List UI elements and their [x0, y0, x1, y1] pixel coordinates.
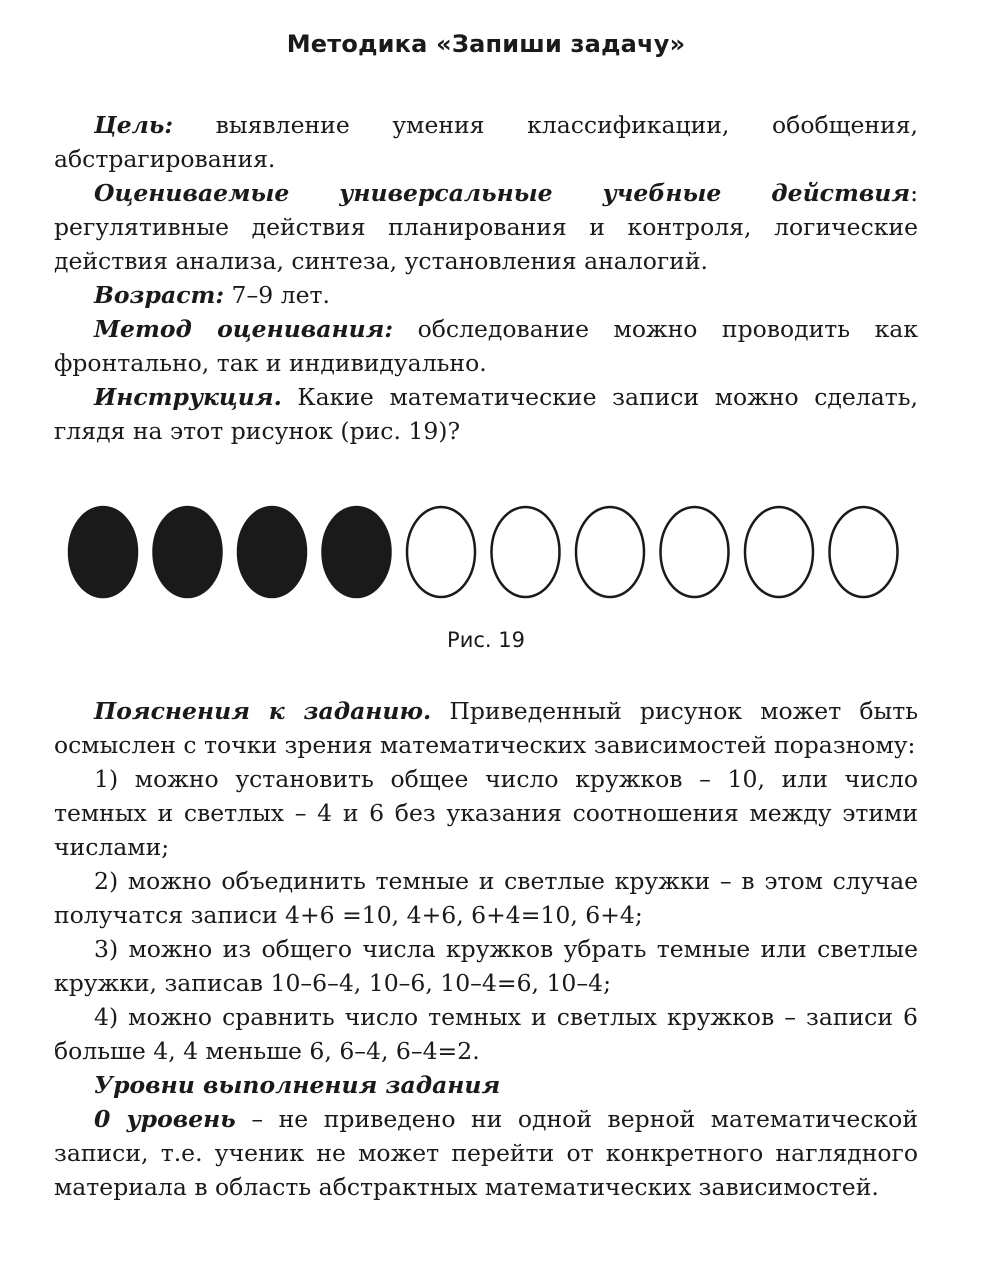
- light-circle: [830, 507, 898, 597]
- figure-caption: Рис. 19: [447, 628, 525, 652]
- method-text: обследование можно проводить как фронтально, так и индивидуально.: [54, 315, 919, 377]
- light-circle: [661, 507, 729, 597]
- explanation-section: [54, 694, 918, 1204]
- list-item: 3) можно из общего числа кружков убрать темные или светлые кружки, записав 10–6–4, 10–6, 10–4=6, 10–4;: [54, 935, 918, 997]
- page-title: Методика «Запиши задачу»: [286, 30, 686, 58]
- light-circle: [492, 507, 560, 597]
- instruction-text: Какие математические записи можно сделать, глядя на этот рисунок (рис. 19)?: [54, 383, 918, 445]
- light-circle: [745, 507, 813, 597]
- level0-text: – не приведено ни одной верной математической записи, т.е. ученик не может перейти от конкретного наглядного материала в область абстрактных математических зависимостей.: [54, 1105, 918, 1201]
- intro-section: [54, 108, 918, 448]
- light-circle: [407, 507, 475, 597]
- explanation-label: Пояснения к заданию.: [94, 697, 432, 725]
- actions-label: Оцениваемые универсальные учебные действия: [94, 179, 911, 207]
- list-item: 2) можно объединить темные и светлые кружки – в этом случае получатся записи 4+6 =10, 4+6, 6+4=10, 6+4;: [54, 867, 918, 929]
- figure-circles: [54, 502, 918, 602]
- dark-circle: [323, 507, 391, 597]
- dark-circle: [238, 507, 306, 597]
- circles-drawing: [66, 502, 906, 602]
- level0-paragraph: [54, 1102, 918, 1204]
- page: [54, 0, 918, 1204]
- level0-label: 0 уровень: [94, 1105, 236, 1133]
- explanation-paragraph: [54, 694, 918, 762]
- dark-circle: [154, 507, 222, 597]
- dark-circle: [69, 507, 137, 597]
- explanation-text: Приведенный рисунок может быть осмыслен с точки зрения математических зависимостей поразному:: [54, 697, 918, 759]
- method-label: Метод оценивания:: [94, 315, 394, 343]
- goal-label: Цель:: [94, 111, 174, 139]
- goal-paragraph: [54, 108, 918, 176]
- levels-heading: [54, 1068, 918, 1102]
- actions-paragraph: [54, 176, 918, 278]
- list-item: 4) можно сравнить число темных и светлых кружков – записи 6 больше 4, 4 меньше 6, 6–4, 6–4=2.: [54, 1003, 918, 1065]
- instruction-label: Инструкция.: [94, 383, 282, 411]
- instruction-paragraph: [54, 380, 918, 448]
- age-label: Возраст:: [94, 281, 225, 309]
- list-item: 1) можно установить общее число кружков – 10, или число темных и светлых – 4 и 6 без указания соотношения между этими числами;: [54, 765, 918, 861]
- age-paragraph: [54, 278, 918, 312]
- actions-text: : регулятивные действия планирования и контроля, логические действия анализа, синтеза, установления аналогий.: [54, 179, 918, 275]
- levels-heading-text: Уровни выполнения задания: [94, 1071, 501, 1099]
- goal-text: выявление умения классификации, обобщения, абстрагирования.: [54, 111, 918, 173]
- light-circle: [576, 507, 644, 597]
- age-text: 7–9 лет.: [224, 281, 330, 309]
- method-paragraph: [54, 312, 918, 380]
